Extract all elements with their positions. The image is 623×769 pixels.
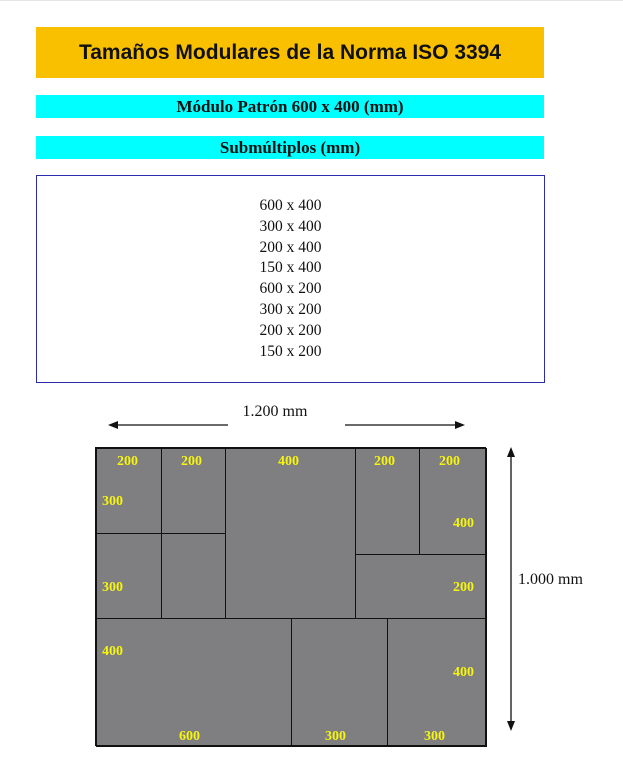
list-item: 300 x 200 bbox=[259, 300, 322, 318]
height-dimension-label: 1.000 mm bbox=[518, 571, 583, 588]
height-arrow-icon bbox=[505, 447, 517, 731]
dim-label: 600 bbox=[179, 729, 200, 744]
dim-label: 400 bbox=[453, 516, 474, 531]
dim-label: 200 bbox=[439, 454, 460, 469]
module-300x400-b bbox=[387, 618, 487, 747]
submultiples-list bbox=[36, 175, 545, 383]
list-item: 200 x 400 bbox=[259, 238, 322, 256]
dim-label: 200 bbox=[453, 580, 474, 595]
width-arrow-right-icon bbox=[345, 420, 465, 430]
module-pattern-banner: Módulo Patrón 600 x 400 (mm) bbox=[36, 95, 544, 118]
module-600x400 bbox=[96, 618, 292, 747]
list-item: 600 x 400 bbox=[259, 197, 322, 214]
pallet-layout-diagram bbox=[95, 447, 486, 746]
submultiples-banner: Submúltiplos (mm) bbox=[36, 136, 544, 159]
list-item: 300 x 400 bbox=[259, 217, 322, 235]
module-200x300-d bbox=[161, 533, 226, 619]
list-item: 150 x 200 bbox=[259, 342, 322, 360]
module-400x600-center bbox=[225, 448, 356, 619]
dim-label: 400 bbox=[278, 454, 299, 469]
dim-label: 300 bbox=[325, 729, 346, 744]
list-item: 150 x 400 bbox=[259, 259, 322, 277]
dim-label: 200 bbox=[374, 454, 395, 469]
module-300x400-a bbox=[291, 618, 388, 747]
dim-label: 400 bbox=[453, 665, 474, 680]
top-divider bbox=[0, 0, 623, 1]
dim-label: 300 bbox=[102, 494, 123, 509]
list-item: 200 x 200 bbox=[259, 321, 322, 339]
dim-label: 200 bbox=[117, 454, 138, 469]
dim-label: 300 bbox=[102, 580, 123, 595]
page-title: Tamaños Modulares de la Norma ISO 3394 bbox=[36, 27, 544, 78]
width-dimension-label: 1.200 mm bbox=[242, 403, 308, 420]
width-arrow-left-icon bbox=[108, 420, 228, 430]
dim-label: 200 bbox=[181, 454, 202, 469]
list-item: 600 x 200 bbox=[259, 280, 322, 298]
dim-label: 400 bbox=[102, 644, 123, 659]
dim-label: 300 bbox=[424, 729, 445, 744]
module-200x300-c bbox=[96, 533, 162, 619]
